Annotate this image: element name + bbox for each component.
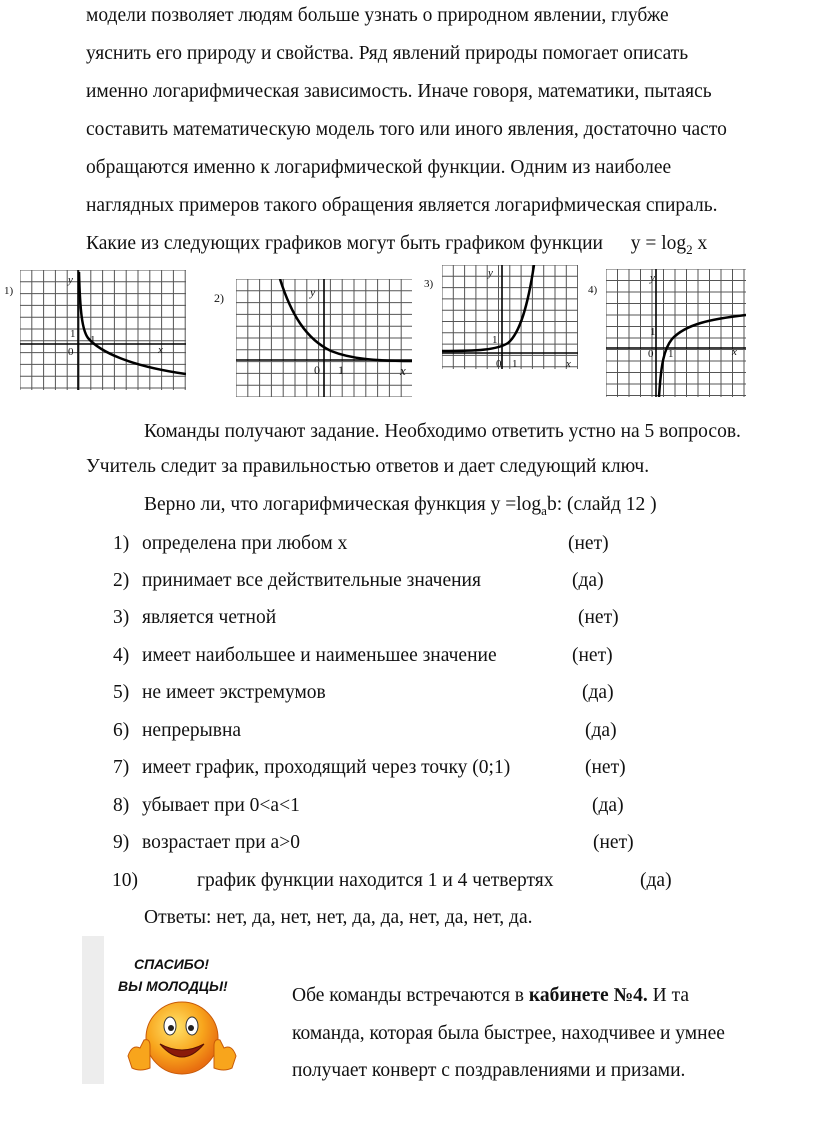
formula-subscript: 2 bbox=[686, 241, 693, 257]
question-answer: (нет) bbox=[578, 607, 619, 628]
graph-3-y-label: y bbox=[488, 267, 493, 279]
formula-variable: x bbox=[697, 233, 708, 254]
graph-2-x-label: x bbox=[400, 363, 406, 378]
question-text: непрерывна bbox=[142, 720, 242, 741]
graph-2 bbox=[236, 279, 412, 397]
question-answer: (нет) bbox=[572, 645, 613, 666]
intro-line: модели позволяет людям больше узнать о природном явлении, глубже bbox=[86, 5, 669, 26]
question-text: имеет наибольшее и наименьшее значение bbox=[142, 645, 497, 666]
graph-3-one-y: 1 bbox=[492, 334, 498, 346]
graph-1-one-x: 1 bbox=[90, 334, 96, 346]
intro-line: именно логарифмическая зависимость. Иначе говоря, математики, пытаясь bbox=[86, 81, 712, 102]
question-text: не имеет экстремумов bbox=[142, 682, 326, 703]
thanks-line-1: СПАСИБО! bbox=[134, 956, 210, 972]
question-answer: (нет) bbox=[568, 533, 609, 554]
intro-line: обращаются именно к логарифмической функции. Одним из наиболее bbox=[86, 157, 672, 178]
true-false-intro bbox=[144, 493, 657, 523]
graph-4-one-y: 1 bbox=[650, 326, 656, 338]
graph-4-one-x: 1 bbox=[668, 348, 674, 360]
smiley-thumbs-up-icon bbox=[126, 998, 238, 1078]
graph-1 bbox=[20, 270, 186, 390]
intro-line: наглядных примеров такого обращения является логарифмическая спираль. bbox=[86, 195, 718, 216]
question-number: 6) bbox=[113, 720, 130, 741]
graph-4 bbox=[606, 269, 746, 397]
question-text: является четной bbox=[142, 607, 277, 628]
question-number: 10) bbox=[112, 870, 138, 891]
answers-line: Ответы: нет, да, нет, нет, да, да, нет, да, нет, да. bbox=[144, 907, 533, 928]
question-text: возрастает при a>0 bbox=[142, 832, 300, 853]
closing-text-end: И та bbox=[647, 985, 690, 1006]
question-answer: (да) bbox=[585, 720, 617, 741]
question-text: график функции находится 1 и 4 четвертях bbox=[197, 870, 554, 891]
question-number: 2) bbox=[113, 570, 130, 591]
closing-line-2: команда, которая была быстрее, находчивее и умнее bbox=[292, 1023, 725, 1044]
thanks-line-2: ВЫ МОЛОДЦЫ! bbox=[118, 978, 228, 994]
question-number: 8) bbox=[113, 795, 130, 816]
graph-2-label: 2) bbox=[214, 291, 224, 305]
graph-4-label: 4) bbox=[588, 284, 598, 296]
question-text: имеет график, проходящий через точку (0;1) bbox=[142, 757, 511, 778]
graph-3 bbox=[442, 265, 578, 369]
intro-line: уяснить его природу и свойства. Ряд явлений природы помогает описать bbox=[86, 43, 689, 64]
formula: y = log bbox=[630, 233, 687, 254]
graph-1-origin: 0 bbox=[68, 346, 74, 358]
graph-2-one-x: 1 bbox=[338, 363, 344, 377]
question-answer: (да) bbox=[640, 870, 672, 891]
intro-rest: b: (слайд 12 ) bbox=[546, 494, 657, 515]
question-text: убывает при 0<a<1 bbox=[142, 795, 300, 816]
graph-4-x-label: x bbox=[732, 346, 737, 358]
graph-3-one-x: 1 bbox=[512, 358, 518, 370]
graph-1-one-y: 1 bbox=[70, 328, 76, 340]
task-line: Команды получают задание. Необходимо ответить устно на 5 вопросов. bbox=[144, 421, 741, 442]
closing-line-3: получает конверт с поздравлениями и призами. bbox=[292, 1060, 686, 1081]
closing-line-1 bbox=[292, 984, 689, 1008]
graph-3-label: 3) bbox=[424, 278, 434, 290]
graph-1-x-label: x bbox=[158, 344, 163, 356]
task-line: Учитель следит за правильностью ответов и дает следующий ключ. bbox=[86, 456, 650, 477]
question-number: 7) bbox=[113, 757, 130, 778]
question-answer: (нет) bbox=[585, 757, 626, 778]
question-number: 5) bbox=[113, 682, 130, 703]
intro-text: Верно ли, что логарифмическая функция y =log bbox=[144, 494, 542, 515]
question-number: 9) bbox=[113, 832, 130, 853]
question-line bbox=[86, 232, 707, 262]
room-number: кабинете №4. bbox=[528, 985, 648, 1006]
graph-2-origin: 0 bbox=[314, 363, 320, 377]
question-number: 4) bbox=[113, 645, 130, 666]
intro-line: составить математическую модель того или иного явления, достаточно часто bbox=[86, 119, 727, 140]
question-number: 1) bbox=[113, 533, 130, 554]
question-text: принимает все действительные значения bbox=[142, 570, 481, 591]
question-number: 3) bbox=[113, 607, 130, 628]
thanks-panel bbox=[82, 936, 104, 1084]
question-answer: (да) bbox=[582, 682, 614, 703]
question-text: определена при любом x bbox=[142, 533, 348, 554]
graph-1-y-label: y bbox=[68, 274, 73, 286]
question-answer: (нет) bbox=[593, 832, 634, 853]
question-text: Какие из следующих графиков могут быть графиком функции bbox=[86, 233, 603, 254]
graph-4-origin: 0 bbox=[648, 348, 654, 360]
question-answer: (да) bbox=[572, 570, 604, 591]
graph-4-y-label: y bbox=[650, 272, 655, 284]
graph-3-x-label: x bbox=[566, 358, 571, 370]
graph-2-y-label: y bbox=[310, 285, 316, 299]
closing-text: Обе команды встречаются в bbox=[292, 985, 529, 1006]
question-answer: (да) bbox=[592, 795, 624, 816]
graph-3-origin: 0 bbox=[496, 358, 502, 370]
intro-subscript: a bbox=[541, 502, 547, 518]
graph-1-label: 1) bbox=[4, 285, 14, 297]
